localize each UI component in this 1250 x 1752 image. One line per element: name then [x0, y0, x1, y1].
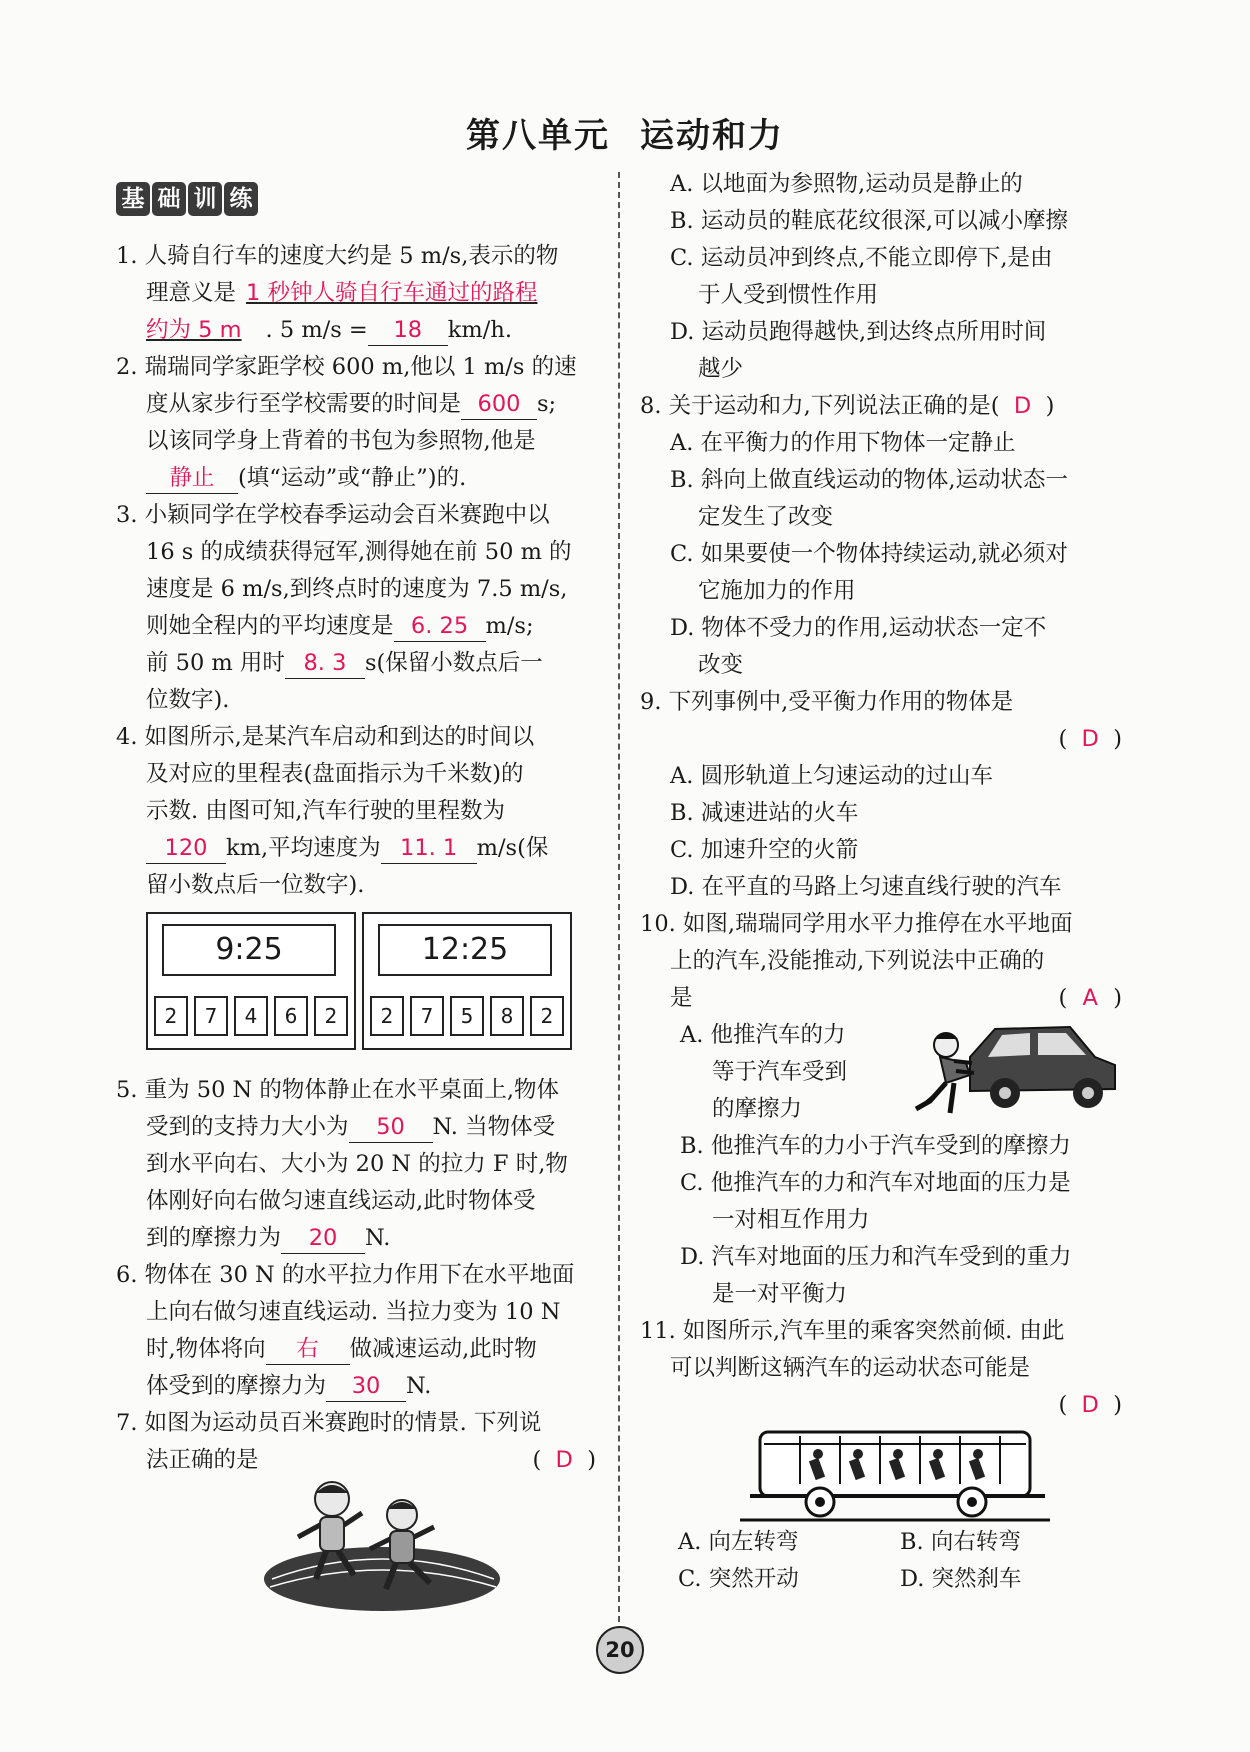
column-divider — [618, 172, 620, 1622]
page-title — [0, 108, 1250, 157]
odometer-digit: 2 — [154, 996, 188, 1036]
q8-answer-paren: ( D ) — [991, 388, 1055, 425]
q10-line3: 是 — [670, 985, 693, 1011]
bus-illustration — [640, 1424, 1122, 1524]
q3-answer-2: 8. 3 — [285, 648, 365, 679]
runners-image — [262, 1479, 502, 1615]
q10-option-a-cont2: 的摩擦力 — [712, 1096, 803, 1122]
q9-line1: 9. 下列事例中,受平衡力作用的物体是 — [640, 689, 1014, 715]
q3-line5-prefix: 前 50 m 用时 — [146, 650, 285, 676]
odometer-digit: 4 — [234, 996, 268, 1036]
q5-line4: 体刚好向右做匀速直线运动,此时物体受 — [146, 1188, 536, 1214]
q4-answer-2: 11. 1 — [381, 833, 477, 864]
odometer-digit: 2 — [370, 996, 404, 1036]
unit-name: 运动和力 — [640, 116, 784, 156]
end-time: 12:25 — [378, 924, 552, 976]
q10-option-c-cont: 一对相互作用力 — [712, 1207, 870, 1233]
q4-line4-mid: km,平均速度为 — [226, 835, 381, 861]
q11-option-d: D. 突然刹车 — [900, 1566, 1022, 1592]
badge-char: 基 — [116, 182, 150, 216]
start-time: 9:25 — [162, 924, 336, 976]
q2-line3: 以该同学身上背着的书包为参照物,他是 — [146, 428, 536, 454]
q2-line2-suffix: s; — [537, 391, 557, 417]
q9-option-a: A. 圆形轨道上匀速运动的过山车 — [670, 763, 994, 789]
q6-line2: 上向右做匀速直线运动. 当拉力变为 10 N — [146, 1299, 561, 1325]
q7-option-c-cont: 于人受到惯性作用 — [698, 282, 879, 308]
q5-line5-suffix: N. — [365, 1225, 391, 1251]
odometer-digit: 2 — [530, 996, 564, 1036]
push-car-image — [910, 1017, 1120, 1127]
badge-char: 练 — [224, 182, 258, 216]
q7-option-d: D. 运动员跑得越快,到达终点所用时间 — [670, 319, 1047, 345]
question-5 — [116, 1072, 596, 1257]
odometer-figure — [146, 912, 596, 1062]
q7-option-b: B. 运动员的鞋底花纹很深,可以减小摩擦 — [670, 208, 1068, 234]
q10-option-a-cont1: 等于汽车受到 — [712, 1059, 848, 1085]
q1-answer-1b: 约为 5 m — [146, 317, 242, 343]
q10-option-a-block — [640, 1017, 1122, 1128]
odometer-digit: 2 — [314, 996, 348, 1036]
q10-option-c: C. 他推汽车的力和汽车对地面的压力是 — [680, 1170, 1071, 1196]
q10-option-d-cont: 是一对平衡力 — [712, 1281, 848, 1307]
q7-answer: D — [555, 1447, 573, 1473]
q7-line2: 法正确的是 — [146, 1447, 259, 1473]
q6-answer-2: 30 — [326, 1371, 406, 1402]
question-7 — [116, 1405, 596, 1619]
q3-line4-prefix: 则她全程内的平均速度是 — [146, 613, 394, 639]
q9-answer-paren: ( D ) — [1058, 721, 1122, 758]
q10-option-d: D. 汽车对地面的压力和汽车受到的重力 — [680, 1244, 1072, 1270]
end-odometer — [370, 996, 564, 1036]
q2-line1: 2. 瑞瑞同学家距学校 600 m,他以 1 m/s 的速 — [116, 354, 577, 380]
question-9 — [640, 684, 1122, 906]
q8-answer: D — [1013, 393, 1032, 419]
q10-option-a: A. 他推汽车的力 — [680, 1022, 846, 1048]
q4-line2: 及对应的里程表(盘面指示为千米数)的 — [146, 761, 524, 787]
q4-line3: 示数. 由图可知,汽车行驶的里程数为 — [146, 798, 505, 824]
badge-char: 础 — [152, 182, 186, 216]
q1-line3-suffix: km/h. — [447, 317, 512, 343]
left-column — [116, 238, 596, 1619]
q10-line2: 上的汽车,没能推动,下列说法中正确的 — [670, 948, 1045, 974]
question-1 — [116, 238, 596, 349]
q3-answer-1: 6. 25 — [394, 611, 486, 642]
q5-line2-suffix: N. 当物体受 — [432, 1114, 556, 1140]
q10-line1: 10. 如图,瑞瑞同学用水平力推停在水平地面 — [640, 911, 1073, 937]
q1-answer-2: 18 — [368, 315, 448, 346]
q5-line5-prefix: 到的摩擦力为 — [146, 1225, 282, 1251]
question-3 — [116, 497, 596, 719]
q10-answer: A — [1082, 985, 1098, 1011]
question-6 — [116, 1257, 596, 1405]
q1-line3-mid: . 5 m/s = — [265, 317, 368, 343]
q8-option-c: C. 如果要使一个物体持续运动,就必须对 — [670, 541, 1068, 567]
q10-option-b: B. 他推汽车的力小于汽车受到的摩擦力 — [680, 1133, 1071, 1159]
badge-char: 训 — [188, 182, 222, 216]
q4-answer-1: 120 — [146, 833, 226, 864]
odometer-digit: 7 — [194, 996, 228, 1036]
q7-option-d-cont: 越少 — [698, 356, 744, 382]
q6-line4-suffix: N. — [406, 1373, 432, 1399]
q9-option-d: D. 在平直的马路上匀速直线行驶的汽车 — [670, 874, 1062, 900]
q6-line1: 6. 物体在 30 N 的水平拉力作用下在水平地面 — [116, 1262, 575, 1288]
odometer-digit: 8 — [490, 996, 524, 1036]
q5-answer-2: 20 — [281, 1223, 365, 1254]
q6-line4-prefix: 体受到的摩擦力为 — [146, 1373, 327, 1399]
q4-line5: 留小数点后一位数字). — [146, 872, 365, 898]
q8-option-d-cont: 改变 — [698, 652, 744, 678]
q5-line3: 到水平向右、大小为 20 N 的拉力 F 时,物 — [146, 1151, 568, 1177]
q9-option-c: C. 加速升空的火箭 — [670, 837, 859, 863]
q11-answer: D — [1081, 1392, 1099, 1418]
question-10 — [640, 906, 1122, 1313]
q10-answer-paren: ( A ) — [1058, 980, 1122, 1017]
q1-line2-prefix: 理意义是 — [146, 280, 237, 306]
bus-image — [740, 1424, 1050, 1524]
q11-option-a: A. 向左转弯 — [678, 1529, 799, 1555]
q4-line4-suffix: m/s(保 — [476, 835, 549, 861]
q7-option-a: A. 以地面为参照物,运动员是静止的 — [670, 171, 1023, 197]
start-odometer — [154, 996, 348, 1036]
unit-number: 第八单元 — [466, 116, 610, 156]
q8-option-b: B. 斜向上做直线运动的物体,运动状态一 — [670, 467, 1068, 493]
odometer-digit: 5 — [450, 996, 484, 1036]
q11-line2: 可以判断这辆汽车的运动状态可能是 — [670, 1355, 1031, 1381]
q6-line3-suffix: 做减速运动,此时物 — [349, 1336, 537, 1362]
end-clock-panel — [362, 912, 572, 1050]
q5-line1: 5. 重为 50 N 的物体静止在水平桌面上,物体 — [116, 1077, 560, 1103]
section-badge — [116, 182, 258, 216]
page-number: 20 — [596, 1626, 644, 1674]
q8-option-a: A. 在平衡力的作用下物体一定静止 — [670, 430, 1016, 456]
q3-line3: 速度是 6 m/s,到终点时的速度为 7.5 m/s, — [146, 576, 568, 602]
odometer-digit: 7 — [410, 996, 444, 1036]
q9-option-b: B. 减速进站的火车 — [670, 800, 859, 826]
q8-option-b-cont: 定发生了改变 — [698, 504, 834, 530]
q8-option-d: D. 物体不受力的作用,运动状态一定不 — [670, 615, 1047, 641]
q6-line3-prefix: 时,物体将向 — [146, 1336, 266, 1362]
q7-answer-paren: ( D ) — [532, 1442, 596, 1479]
right-column — [640, 166, 1122, 1598]
q2-line4-suffix: (填“运动”或“静止”)的. — [238, 465, 467, 491]
q11-option-b: B. 向右转弯 — [900, 1529, 1021, 1555]
question-8 — [640, 388, 1122, 684]
q11-option-c: C. 突然开动 — [678, 1566, 799, 1592]
odometer-digit: 6 — [274, 996, 308, 1036]
q7-option-c: C. 运动员冲到终点,不能立即停下,是由 — [670, 245, 1053, 271]
q2-answer-1: 600 — [461, 389, 537, 420]
q8-option-c-cont: 它施加力的作用 — [698, 578, 856, 604]
question-11 — [640, 1313, 1122, 1598]
q3-line1: 3. 小颖同学在学校春季运动会百米赛跑中以 — [116, 502, 550, 528]
q7-line1: 7. 如图为运动员百米赛跑时的情景. 下列说 — [116, 1410, 542, 1436]
q2-answer-2: 静止 — [146, 463, 238, 494]
q1-answer-1a: 1 秒钟人骑自行车通过的路程 — [246, 280, 538, 306]
q7-options — [640, 166, 1122, 388]
q3-line5-suffix: s(保留小数点后一 — [364, 650, 543, 676]
q3-line2: 16 s 的成绩获得冠军,测得她在前 50 m 的 — [146, 539, 572, 565]
start-clock-panel — [146, 912, 356, 1050]
question-2 — [116, 349, 596, 497]
q5-answer-1: 50 — [349, 1112, 433, 1143]
q3-line4-suffix: m/s; — [485, 613, 534, 639]
question-4 — [116, 719, 596, 1062]
q1-line1: 1. 人骑自行车的速度大约是 5 m/s,表示的物 — [116, 243, 559, 269]
q5-line2-prefix: 受到的支持力大小为 — [146, 1114, 349, 1140]
q11-answer-paren: ( D ) — [1058, 1387, 1122, 1424]
q8-line1: 8. 关于运动和力,下列说法正确的是 — [640, 393, 991, 419]
q2-line2-prefix: 度从家步行至学校需要的时间是 — [146, 391, 462, 417]
q3-line6: 位数字). — [146, 687, 230, 713]
q11-line1: 11. 如图所示,汽车里的乘客突然前倾. 由此 — [640, 1318, 1065, 1344]
q6-answer-1: 右 — [266, 1334, 350, 1365]
q4-line1: 4. 如图所示,是某汽车启动和到达的时间以 — [116, 724, 535, 750]
runners-illustration — [116, 1479, 596, 1619]
q9-answer: D — [1081, 726, 1099, 752]
